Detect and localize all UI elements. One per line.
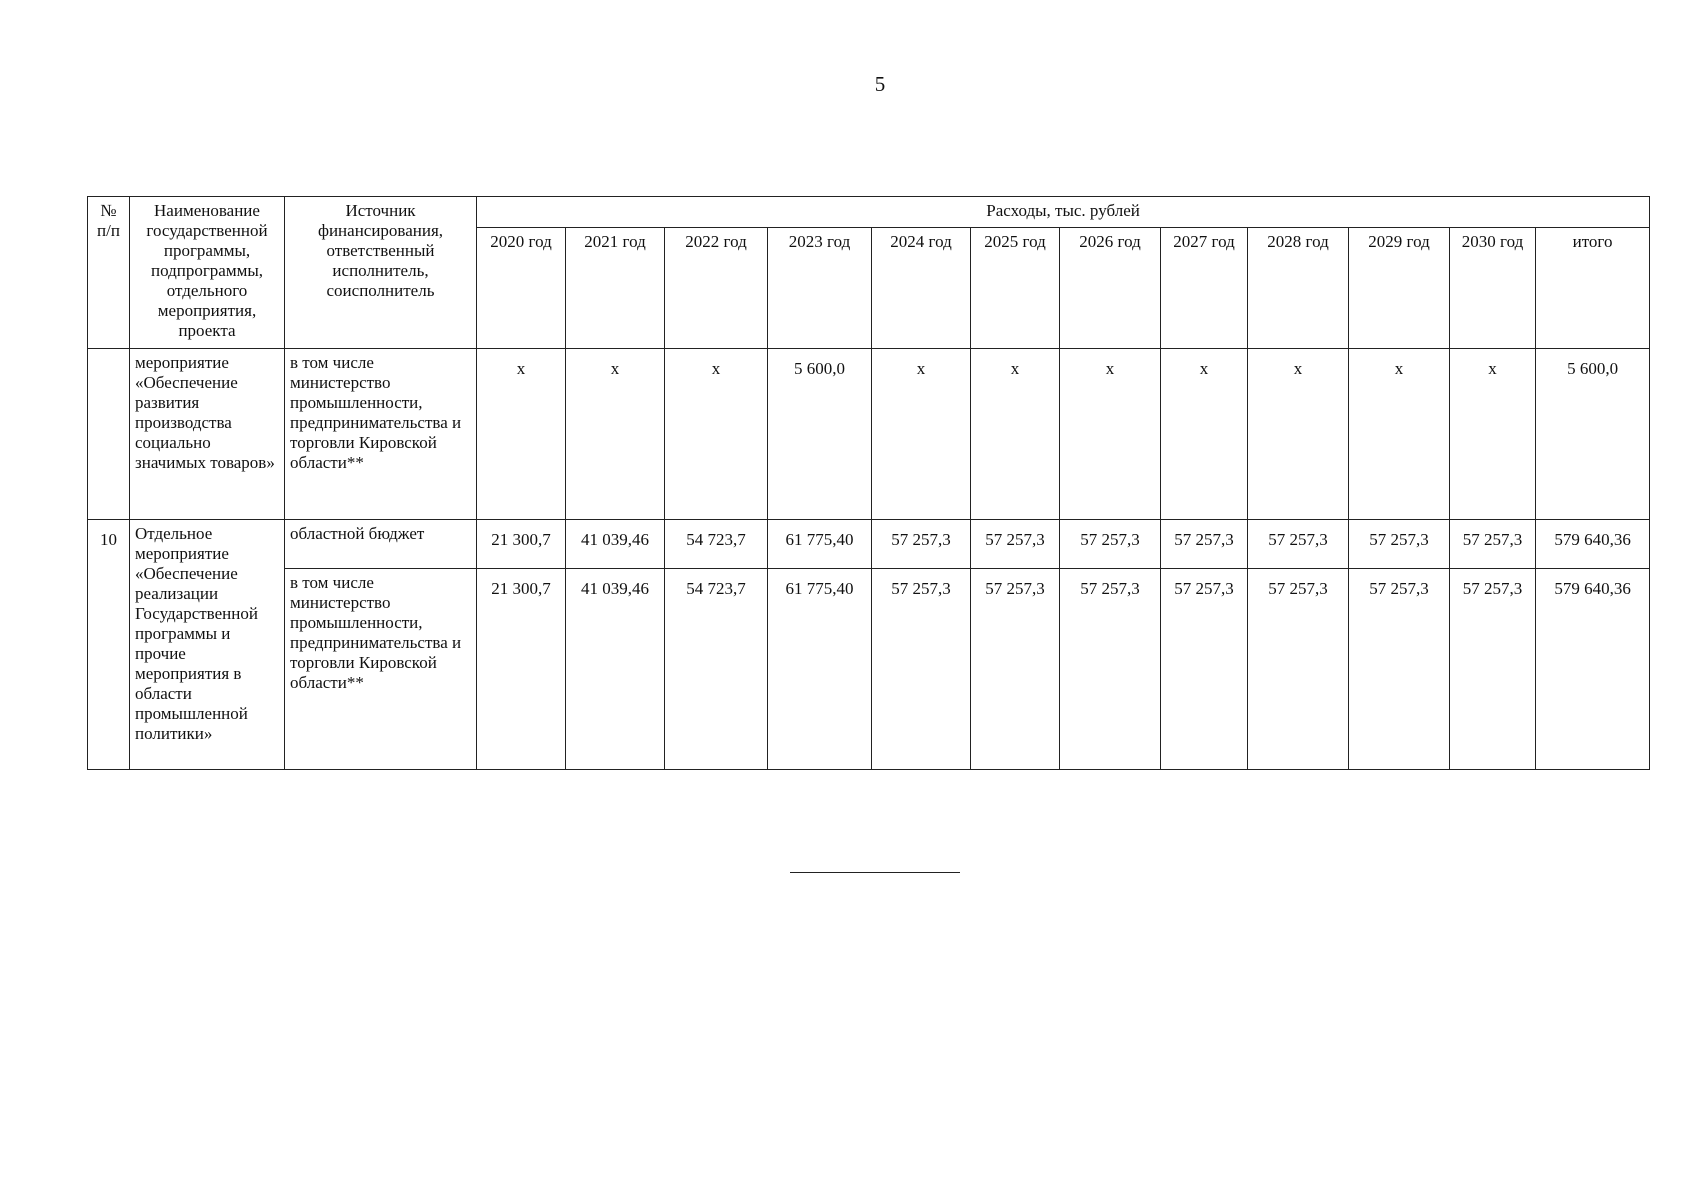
value-cell: 61 775,40	[768, 520, 872, 569]
table-row	[88, 569, 1650, 770]
value-cell: 41 039,46	[566, 520, 665, 569]
header-num: № п/п	[88, 197, 130, 349]
row-source: в том числе министерство промышленности, предпринимательства и торговли Кировской области**	[285, 569, 477, 770]
header-year: 2027 год	[1161, 228, 1248, 349]
header-year: 2029 год	[1349, 228, 1450, 349]
row-source: в том числе министерство промышленности, предпринимательства и торговли Кировской области**	[285, 349, 477, 520]
total-cell: 5 600,0	[1536, 349, 1650, 520]
value-cell: 5 600,0	[768, 349, 872, 520]
value-cell: 57 257,3	[872, 569, 971, 770]
value-cell: х	[872, 349, 971, 520]
budget-table	[87, 196, 1650, 770]
value-cell: 57 257,3	[1161, 520, 1248, 569]
header-year: 2024 год	[872, 228, 971, 349]
value-cell: 57 257,3	[1349, 569, 1450, 770]
table-row	[88, 349, 1650, 520]
value-cell: х	[971, 349, 1060, 520]
value-cell: х	[477, 349, 566, 520]
value-cell: х	[665, 349, 768, 520]
value-cell: 57 257,3	[1349, 520, 1450, 569]
page-number: 5	[874, 72, 886, 96]
value-cell: 61 775,40	[768, 569, 872, 770]
value-cell: х	[1349, 349, 1450, 520]
value-cell: 54 723,7	[665, 569, 768, 770]
total-cell: 579 640,36	[1536, 520, 1650, 569]
header-total: итого	[1536, 228, 1650, 349]
value-cell: 57 257,3	[971, 520, 1060, 569]
value-cell: 21 300,7	[477, 520, 566, 569]
header-year: 2022 год	[665, 228, 768, 349]
row-source: областной бюджет	[285, 520, 477, 569]
value-cell: 54 723,7	[665, 520, 768, 569]
header-year: 2025 год	[971, 228, 1060, 349]
value-cell: х	[1161, 349, 1248, 520]
value-cell: 57 257,3	[872, 520, 971, 569]
value-cell: 57 257,3	[1161, 569, 1248, 770]
header-year: 2021 год	[566, 228, 665, 349]
value-cell: 57 257,3	[971, 569, 1060, 770]
value-cell: 57 257,3	[1450, 520, 1536, 569]
row-num	[88, 349, 130, 520]
table-row	[88, 520, 1650, 569]
value-cell: 21 300,7	[477, 569, 566, 770]
value-cell: 57 257,3	[1248, 520, 1349, 569]
header-year: 2020 год	[477, 228, 566, 349]
value-cell: 57 257,3	[1060, 569, 1161, 770]
value-cell: х	[1450, 349, 1536, 520]
header-year: 2026 год	[1060, 228, 1161, 349]
row-name: Отдельное мероприятие «Обеспечение реализации Государственной программы и прочие мероприятия в области промышленной политики»	[130, 520, 285, 770]
header-year: 2030 год	[1450, 228, 1536, 349]
value-cell: 57 257,3	[1450, 569, 1536, 770]
value-cell: х	[566, 349, 665, 520]
row-name: мероприятие «Обеспечение развития производства социально значимых товаров»	[130, 349, 285, 520]
total-cell: 579 640,36	[1536, 569, 1650, 770]
header-expenses: Расходы, тыс. рублей	[477, 197, 1650, 228]
header-source: Источник финансирования, ответственный исполнитель, соисполнитель	[285, 197, 477, 349]
header-name: Наименование государственной программы, подпрограммы, отдельного мероприятия, проекта	[130, 197, 285, 349]
header-row	[88, 197, 1650, 228]
value-cell: х	[1060, 349, 1161, 520]
header-year: 2023 год	[768, 228, 872, 349]
value-cell: 41 039,46	[566, 569, 665, 770]
row-num: 10	[88, 520, 130, 770]
end-rule	[790, 872, 960, 873]
value-cell: х	[1248, 349, 1349, 520]
header-year: 2028 год	[1248, 228, 1349, 349]
value-cell: 57 257,3	[1060, 520, 1161, 569]
value-cell: 57 257,3	[1248, 569, 1349, 770]
